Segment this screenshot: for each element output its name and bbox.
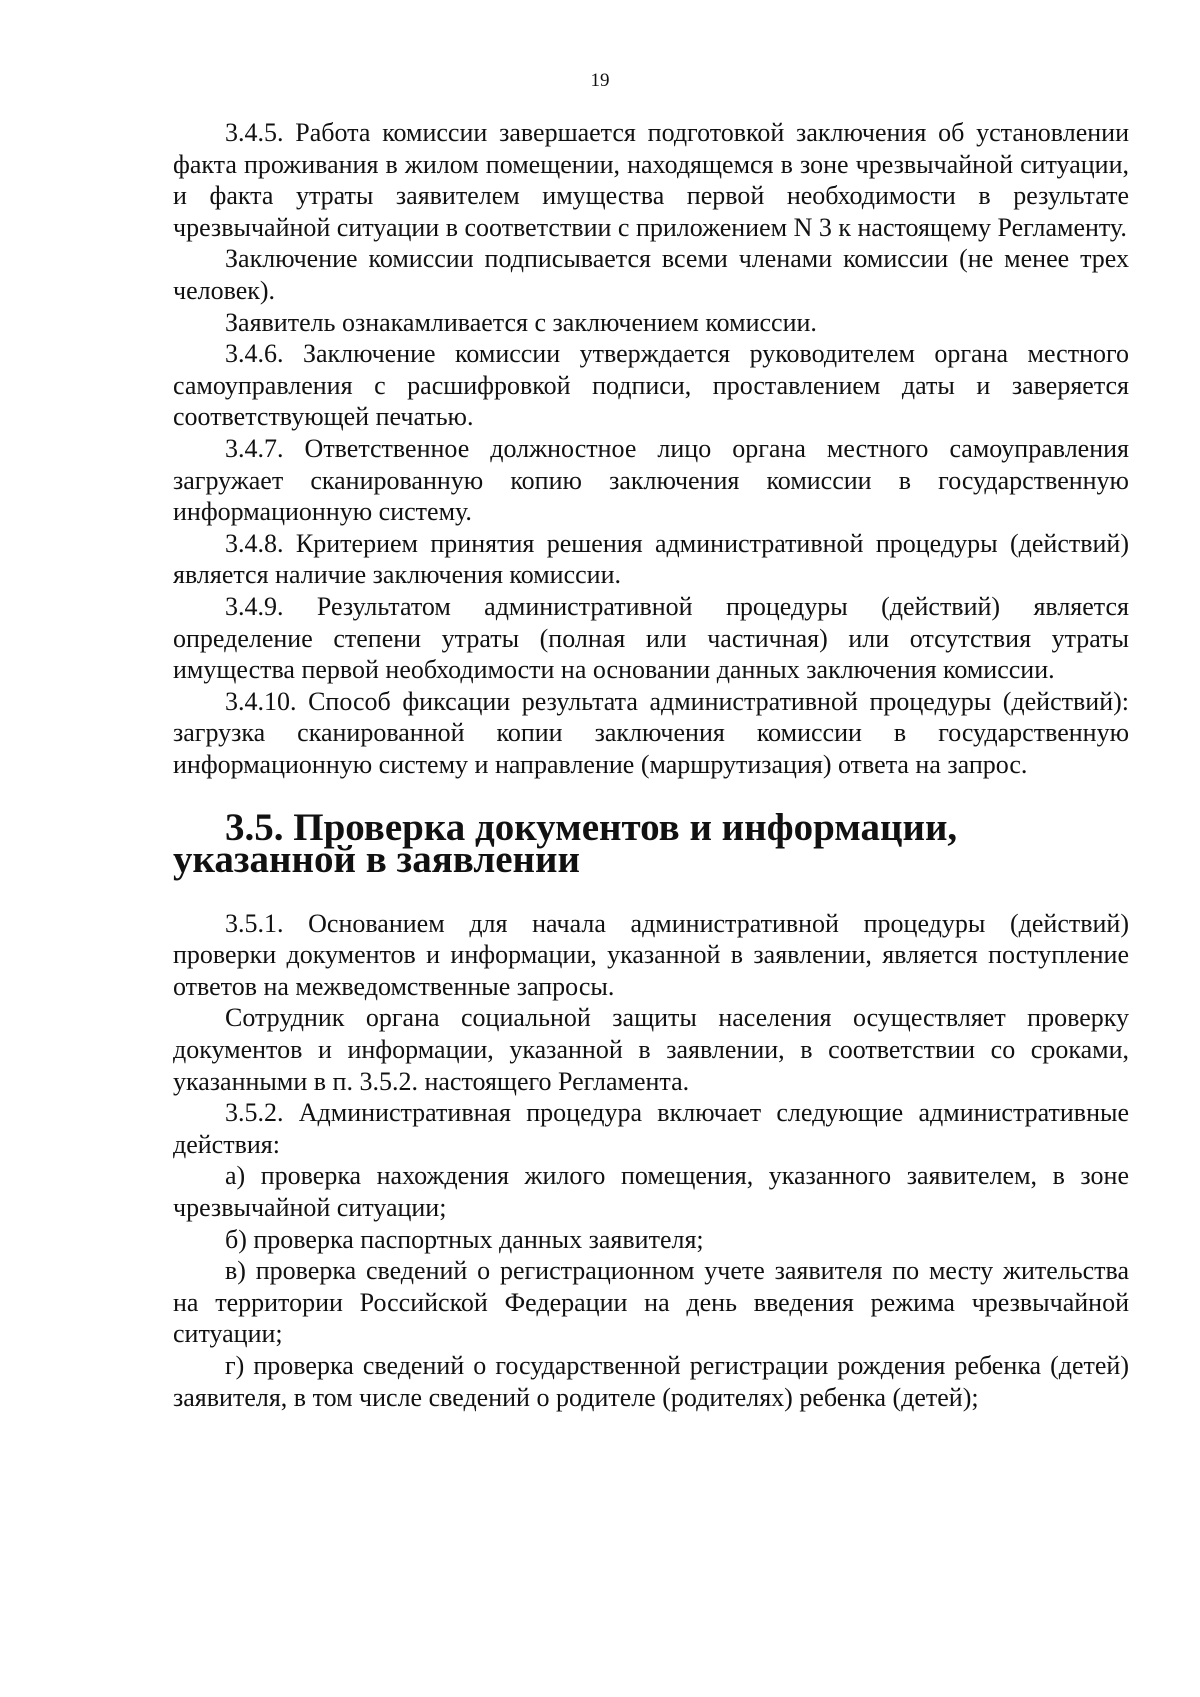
page-number: 19 xyxy=(590,70,610,91)
paragraph-3-4-6: 3.4.6. Заключение комиссии утверждается руководителем органа местного самоуправления с расшифровкой подписи, проставлением даты и заверяется соответствующей печатью. xyxy=(173,339,1129,432)
paragraph-3-4-8: 3.4.8. Критерием принятия решения административной процедуры (действий) является наличие заключения комиссии. xyxy=(173,528,1129,590)
document-body xyxy=(173,117,1129,1413)
paragraph-commission-signature: Заключение комиссии подписывается всеми членами комиссии (не менее трех человек). xyxy=(173,244,1129,305)
list-item-v: в) проверка сведений о регистрационном учете заявителя по месту жительства на территории Российской Федерации на день введения режима чрезвычайной ситуации; xyxy=(173,1256,1129,1349)
paragraph-applicant-acknowledges: Заявитель ознакамливается с заключением комиссии. xyxy=(225,307,817,337)
list-item-b: б) проверка паспортных данных заявителя; xyxy=(225,1224,704,1254)
section-heading-3-5: 3.5. Проверка документов и информации, указанной в заявлении xyxy=(173,806,958,882)
paragraph-3-4-5: 3.4.5. Работа комиссии завершается подготовкой заключения об установлении факта проживания в жилом помещении, находящемся в зоне чрезвычайной ситуации, и факта утраты заявителем имущества первой необходимости в результате чрезвычайной ситуации в соответствии с приложением N 3 к настоящему Регламенту. xyxy=(173,118,1129,242)
list-item-a: а) проверка нахождения жилого помещения, указанного заявителем, в зоне чрезвычайной ситуации; xyxy=(173,1161,1129,1222)
paragraph-3-4-7: 3.4.7. Ответственное должностное лицо органа местного самоуправления загружает сканированную копию заключения комиссии в государственную информационную систему. xyxy=(173,433,1129,527)
paragraph-3-4-9: 3.4.9. Результатом административной процедуры (действий) является определение степени утраты (полная или частичная) или отсутствия утраты имущества первой необходимости на основании данных заключения комиссии. xyxy=(173,591,1129,685)
paragraph-3-5-2: 3.5.2. Административная процедура включает следующие административные действия: xyxy=(173,1098,1129,1159)
paragraph-3-4-10: 3.4.10. Способ фиксации результата административной процедуры (действий): загрузка сканированной копии заключения комиссии в государственную информационную систему и направление (маршрутизация) ответа на запрос. xyxy=(173,686,1129,779)
paragraph-social-protection-check: Сотрудник органа социальной защиты населения осуществляет проверку документов и информации, указанной в заявлении, в соответствии со сроками, указанными в п. 3.5.2. настоящего Регламента. xyxy=(173,1003,1129,1096)
paragraph-3-5-1: 3.5.1. Основанием для начала административной процедуры (действий) проверки документов и информации, указанной в заявлении, является поступление ответов на межведомственные запросы. xyxy=(173,908,1129,1001)
list-item-g: г) проверка сведений о государственной регистрации рождения ребенка (детей) заявителя, в том числе сведений о родителе (родителях) ребенка (детей); xyxy=(173,1350,1129,1412)
